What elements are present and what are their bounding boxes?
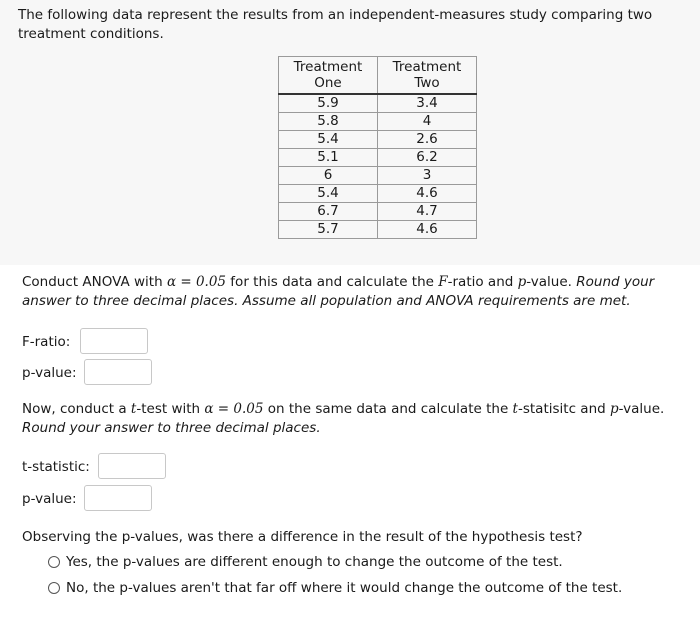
table-row [279,203,477,221]
ttest-prompt [22,400,687,438]
data-table [278,56,477,239]
table-cell: 6 [279,167,378,185]
prompt-text: -value. [618,401,665,417]
table-row [279,113,477,131]
prompt-text: -ratio and [447,274,518,290]
table-cell: 6.7 [279,203,378,221]
table-row [279,185,477,203]
prompt-text: -test with [136,401,205,417]
t-statistic-label: t-statistic: [22,459,90,475]
prompt-text: -value. [526,274,577,290]
table-cell: 5.7 [279,221,378,239]
anova-prompt [22,273,687,311]
prompt-text: on the same data and calculate the [263,401,513,417]
prompt-text: for this data and calculate the [226,274,439,290]
prompt-text: Now, conduct a [22,401,131,417]
alpha-expression: α = 0.05 [166,274,227,290]
header-line: Treatment [392,59,462,75]
header-treatment-one [279,57,378,95]
question-section [0,521,700,617]
table-cell: 2.6 [378,131,477,149]
table-cell: 5.8 [279,113,378,131]
f-ratio-label: F-ratio: [22,334,71,350]
t-symbol: t [512,401,518,417]
alpha-expression: α = 0.05 [204,401,264,417]
table-cell: 4.6 [378,185,477,203]
table-cell: 4.6 [378,221,477,239]
table-cell: 6.2 [378,149,477,167]
table-row [279,149,477,167]
table-cell: 3 [378,167,477,185]
option-no[interactable] [48,580,622,596]
header-line: Treatment [293,59,363,75]
table-cell: 3.4 [378,94,477,113]
table-row [279,94,477,113]
table-cell: 4 [378,113,477,131]
table-cell: 5.4 [279,131,378,149]
t-statistic-input[interactable] [98,453,166,479]
ttest-p-value-input[interactable] [84,485,152,511]
p-symbol: p [517,274,527,290]
header-line: Two [414,75,440,91]
prompt-text: -statisitc and [517,401,610,417]
header-treatment-two [378,57,477,95]
prompt-text: Conduct ANOVA with [22,274,167,290]
f-ratio-input[interactable] [80,328,148,354]
instruction-text: Round your answer to three decimal places. Assume all population and ANOVA requirements are met. [22,274,655,309]
anova-p-value-label: p-value: [22,365,77,381]
anova-p-value-input[interactable] [84,359,152,385]
ttest-section [0,392,700,521]
table-cell: 4.7 [378,203,477,221]
question-prompt: Observing the p-values, was there a difference in the result of the hypothesis test? [22,529,583,545]
option-label: Yes, the p-values are different enough to change the outcome of the test. [66,554,563,570]
table-row [279,131,477,149]
table-cell: 5.4 [279,185,378,203]
radio-button[interactable] [48,556,60,568]
table-row [279,221,477,239]
ttest-p-value-label: p-value: [22,491,77,507]
table-row [279,167,477,185]
anova-section [0,265,700,392]
option-yes[interactable] [48,554,563,570]
header-line: One [314,75,342,91]
option-label: No, the p-values aren't that far off where it would change the outcome of the test. [66,580,623,596]
table-cell: 5.9 [279,94,378,113]
radio-button[interactable] [48,582,60,594]
intro-text: The following data represent the results from an independent-measures study comparing two treatment conditions. [18,7,653,42]
t-symbol: t [130,401,137,417]
table-cell: 5.1 [279,149,378,167]
f-symbol: F [438,274,448,290]
instruction-text: Round your answer to three decimal places. [22,420,321,436]
p-symbol: p [609,401,619,417]
